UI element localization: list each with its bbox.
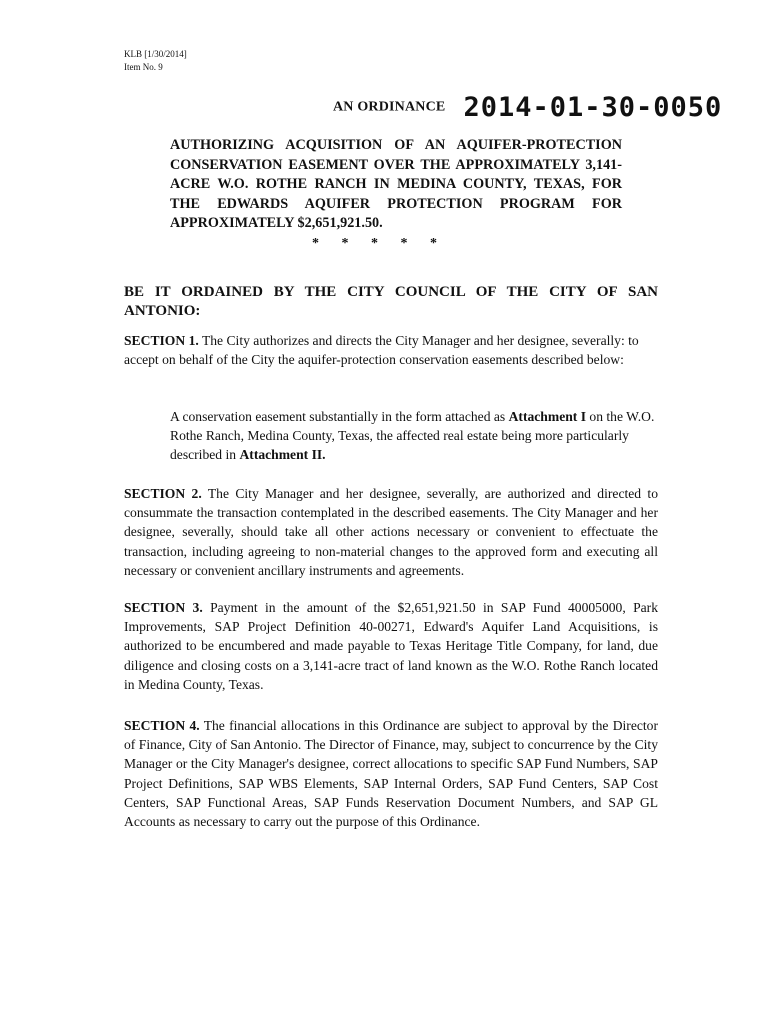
- separator-stars: * * * * *: [312, 236, 438, 251]
- ordinance-label: AN ORDINANCE: [333, 99, 446, 115]
- attachment-2-ref: Attachment II.: [239, 447, 326, 463]
- section-1-text: The City authorizes and directs the City Manager and her designee, severally: to accept on behalf of the City the aquifer-protection conservation easements described below:: [124, 333, 639, 368]
- section-4-label: SECTION 4.: [124, 718, 200, 733]
- section-2-label: SECTION 2.: [124, 486, 202, 501]
- attachment-1-ref: Attachment I: [508, 409, 587, 424]
- section-4: [124, 716, 658, 831]
- ordinance-heading: [333, 92, 722, 123]
- section-1: [124, 331, 658, 369]
- easement-description: [170, 407, 658, 465]
- section-2-text: The City Manager and her designee, severally, are authorized and directed to consummate the transaction contemplated in the described easements. The City Manager and her designee, severally, should take all other actions necessary or convenient to effectuate the transaction, including agreeing to non-material changes to the approved form and executing all necessary or convenient ancillary instruments and agreements.: [124, 486, 659, 578]
- section-1-label: SECTION 1.: [124, 333, 199, 348]
- section-3-text: Payment in the amount of the $2,651,921.50 in SAP Fund 40005000, Park Improvements, SAP Project Definition 40-00271, Edward's Aquifer Land Acquisitions, is authorized to be encumbered and made payable to Texas Heritage Title Company, for land, due diligence and closing costs on a 3,141-acre tract of land known as the W.O. Rothe Ranch located in Medina County, Texas.: [124, 600, 659, 692]
- section-3-label: SECTION 3.: [124, 600, 203, 615]
- ordinance-caption: AUTHORIZING ACQUISITION OF AN AQUIFER-PROTECTION CONSERVATION EASEMENT OVER THE APPROXIMATELY 3,141-ACRE W.O. ROTHE RANCH IN MEDINA COUNTY, TEXAS, FOR THE EDWARDS AQUIFER PROTECTION PROGRAM FOR APPROXIMATELY $2,651,921.50.: [170, 137, 622, 231]
- easement-text-part1: A conservation easement substantially in the form attached as: [170, 409, 509, 424]
- section-2: [124, 484, 658, 580]
- easement-text-part2: on the W.O. Rothe Ranch, Medina County, Texas, the affected real estate being more particularly described in: [170, 409, 655, 463]
- section-4-text: The financial allocations in this Ordinance are subject to approval by the Director of Finance, City of San Antonio. The Director of Finance, may, subject to concurrence by the City Manager or the City Manager's designee, correct allocations to specific SAP Fund Numbers, SAP Project Definitions, SAP WBS Elements, SAP Internal Orders, SAP Fund Centers, SAP Cost Centers, SAP Functional Areas, SAP Funds Reservation Document Numbers, and SAP GL Accounts as necessary to carry out the purpose of this Ordinance.: [124, 718, 658, 830]
- enacting-clause: BE IT ORDAINED BY THE CITY COUNCIL OF THE CITY OF SAN ANTONIO:: [124, 284, 658, 319]
- document-header-meta: [124, 48, 187, 74]
- initials-date: KLB [1/30/2014]: [124, 49, 187, 59]
- section-3: [124, 598, 658, 694]
- ordinance-number: 2014-01-30-0050: [463, 92, 723, 123]
- item-number: Item No. 9: [124, 62, 163, 72]
